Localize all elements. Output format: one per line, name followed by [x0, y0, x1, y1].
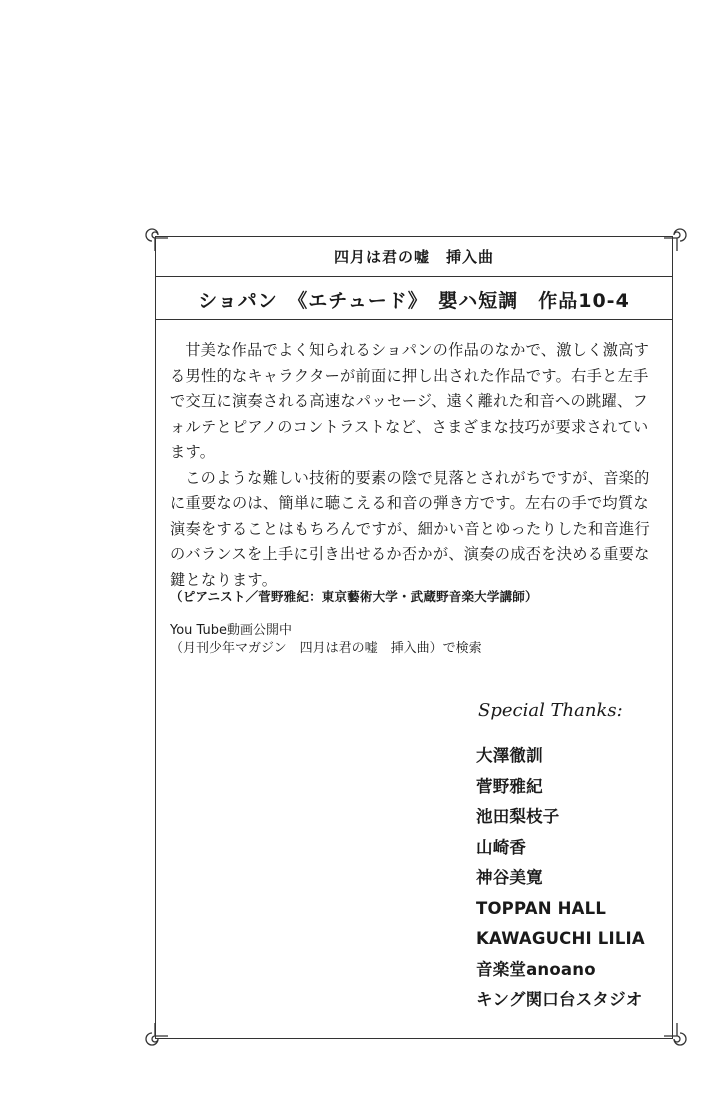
paragraph: このような難しい技術的要素の陰で見落とされがちですが、音楽的に重要なのは、簡単に聴こえる和音の弾き方です。左右の手で均質な演奏をすることはもちろんですが、細かい音とゆったりした和音進行のバランスを上手に引き出せるか否かが、演奏の成否を決める重要な鍵となります。 [170, 468, 650, 589]
list-item: TOPPAN HALL [476, 898, 607, 918]
corner-ornament-bottom-right [664, 1023, 690, 1049]
list-item: KAWAGUCHI LILIA [476, 929, 645, 948]
page-title: ショパン 《エチュード》 嬰ハ短調 作品10-4 [198, 290, 630, 312]
divider [155, 276, 673, 277]
list-item: 池田梨枝子 [476, 807, 560, 826]
swirl-icon [664, 1023, 690, 1049]
paragraph: 甘美な作品でよく知られるショパンの作品のなかで、激しく激高する男性的なキャラクターが前面に押し出された作品です。右手と左手で交互に演奏される高速なパッセージ、遠く離れた和音への跳躍、フォルテとピアノのコントラストなど、さまざまな技巧が要求されています。 [170, 341, 650, 461]
list-item: 神谷美寛 [476, 868, 543, 887]
list-item: 音楽堂anoano [476, 959, 596, 979]
list-item: 大澤徹訓 [476, 746, 543, 765]
description-body [170, 338, 660, 593]
author-credit: （ピアニスト／菅野雅紀：東京藝術大学・武蔵野音楽大学講師） [170, 589, 538, 604]
page-subtitle: 四月は君の嘘 挿入曲 [333, 248, 494, 266]
youtube-line: You Tube動画公開中 [170, 623, 292, 638]
list-item: 山崎香 [476, 837, 527, 857]
special-thanks-heading: Special Thanks: [478, 700, 623, 721]
list-item: 菅野雅紀 [476, 776, 543, 796]
swirl-icon [142, 1023, 168, 1049]
youtube-notice [170, 622, 482, 658]
corner-ornament-bottom-left [142, 1023, 168, 1049]
youtube-search-line: （月刊少年マガジン 四月は君の嘘 挿入曲）で検索 [170, 641, 482, 656]
special-thanks-list [476, 741, 645, 1016]
divider [155, 319, 673, 320]
list-item: キング関口台スタジオ [476, 990, 643, 1009]
